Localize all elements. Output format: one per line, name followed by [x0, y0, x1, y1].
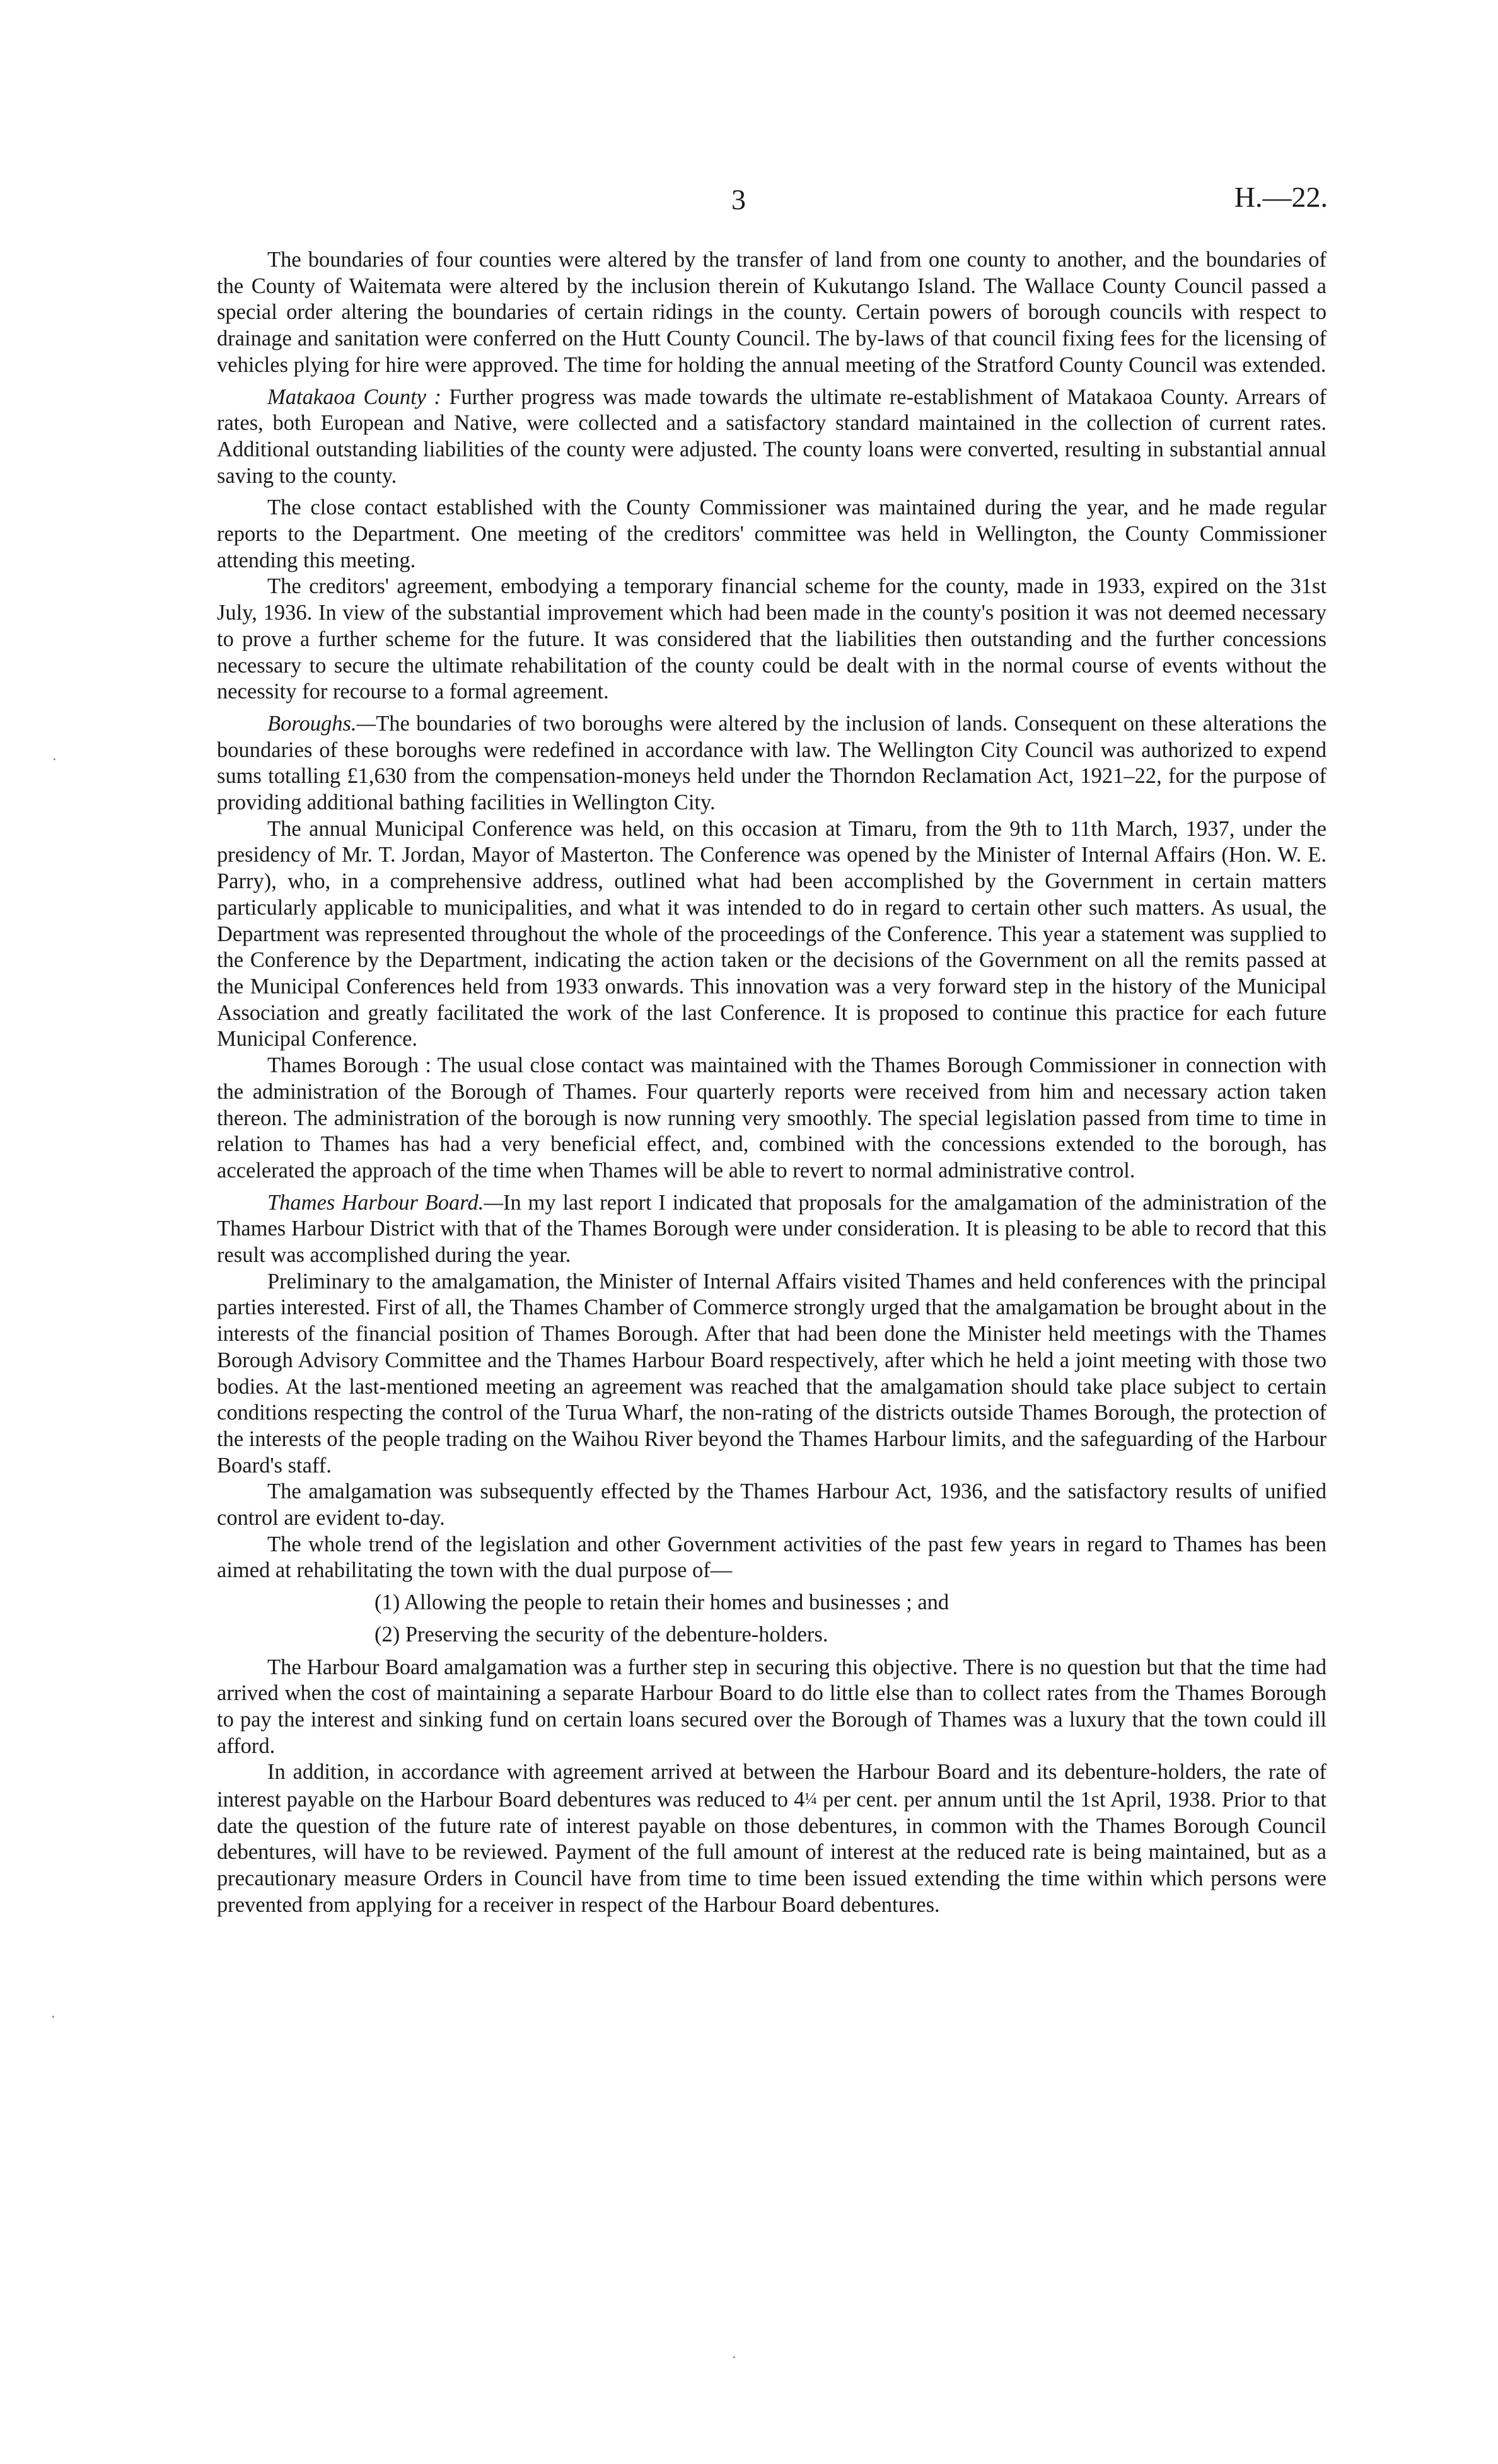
paragraph-text: The annual Municipal Conference was held, on this occasion at Timaru, from the 9th to 11th March, 1937, under the presidency of Mr. T. Jordan, Mayor of Masterton. The Conference was opened by the Minister of Internal Affairs (Hon. W. E. Parry), who, in a comprehensive address, outlined what had been accomplished by the Government in certain matters particularly applicable to municipalities, and what it was intended to do in regard to certain other such matters. As usual, the Department was represented throughout the whole of the proceedings of the Conference. This year a statement was supplied to the Conference by the Department, indicating the action taken or the decisions of the Government on all the remits passed at the Municipal Conferences held from 1933 onwards. This innovation was a very forward step in the history of the Municipal Association and greatly facilitated the work of the last Conference. It is proposed to continue this practice for each future Municipal Conference. [217, 816, 1327, 1051]
paragraph-text: Preliminary to the amalgamation, the Minister of Internal Affairs visited Thames and held conferences with the principal parties interested. First of all, the Thames Chamber of Commerce strongly urged that the amalgamation be brought about in the interests of the financial position of Thames Borough. After that had been done the Minister held meetings with the Thames Borough Advisory Committee and the Thames Harbour Board respectively, after which he held a joint meeting with those two bodies. At the last-mentioned meeting an agreement was reached that the amalgamation should take place subject to certain conditions respecting the control of the Turua Wharf, the non-rating of the districts outside Thames Borough, the protection of the interests of the people trading on the Waihou River beyond the Thames Harbour limits, and the safeguarding of the Harbour Board's staff. [217, 1269, 1327, 1478]
list-item: (1) Allowing the people to retain their homes and businesses ; and [374, 1590, 949, 1615]
paragraph-amalgamation-effected [217, 1479, 1327, 1531]
body-text [217, 247, 1327, 1924]
paragraph-debenture-interest [217, 1759, 1327, 1918]
paragraph-preliminary-amalgamation [217, 1269, 1327, 1479]
paragraph-creditors-agreement [217, 574, 1327, 705]
paragraph-text: The boundaries of four counties were altered by the transfer of land from one county to another, and the boundaries of the County of Waitemata were altered by the inclusion therein of Kukutango Island. The Wallace County Council passed a special order altering the boundaries of certain ridings in the county. Certain powers of borough councils with respect to drainage and sanitation were conferred on the Hutt County Council. The by-laws of that council fixing fees for the licensing of vehicles plying for hire were approved. The time for holding the annual meeting of the Stratford County Council was extended. [217, 248, 1327, 377]
paragraph-municipal-conference [217, 816, 1327, 1053]
paragraph-text: Further progress was made towards the ultimate re-establishment of Matakaoa County. Arrears of rates, both European and Native, were collected and a satisfactory standard maintained in the collection of current rates. Additional outstanding liabilities of the county were adjusted. The county loans were converted, resulting in substantial annual saving to the county. [217, 385, 1327, 488]
paragraph-text: The close contact established with the County Commissioner was maintained during the year, and he made regular reports to the Department. One meeting of the creditors' committee was held in Wellington, the County Commissioner attending this meeting. [217, 495, 1327, 572]
paragraph-county-commissioner [217, 495, 1327, 574]
paragraph-county-boundaries [217, 247, 1327, 379]
paragraph-text: The Harbour Board amalgamation was a further step in securing this objective. There is no question but that the time had arrived when the cost of maintaining a separate Harbour Board to do little else than to collect rates from the Thames Borough to pay the interest and sinking fund on certain loans secured over the Borough of Thames was a luxury that the town could ill afford. [217, 1655, 1327, 1758]
paragraph-text: The boundaries of two boroughs were altered by the inclusion of lands. Consequent on these alterations the boundaries of these boroughs were redefined in accordance with law. The Wellington City Council was authorized to expend sums totalling £1,630 from the compensation-moneys held under the Thorndon Reclamation Act, 1921–22, for the purpose of providing additional bathing facilities in Wellington City. [217, 711, 1327, 815]
paragraph-text: per cent. per annum until the 1st April, 1938. Prior to that date the question of the future rate of interest payable on those debentures, in common with the Thames Borough Council debentures, will have to be reviewed. Payment of the full amount of interest at the reduced rate is being maintained, but as a precautionary measure Orders in Council have from time to time been issued extending the time within which persons were prevented from applying for a receiver in respect of the Harbour Board debentures. [217, 1788, 1327, 1917]
paragraph-matakaoa-county [217, 385, 1327, 490]
fraction-quarter: ¼ [804, 1790, 817, 1808]
document-reference: H.—22. [1234, 181, 1328, 213]
paragraph-text: Thames Borough : The usual close contact was maintained with the Thames Borough Commissioner in connection with the administration of the Borough of Thames. Four quarterly reports were received from him and necessary action taken thereon. The administration of the borough is now running very smoothly. The special legislation passed from time to time in relation to Thames has had a very beneficial effect, and, combined with the concessions extended to the borough, has accelerated the approach of the time when Thames will be able to revert to normal administrative control. [217, 1053, 1327, 1183]
paragraph-thames-harbour-board [217, 1190, 1327, 1269]
paragraph-thames-borough [217, 1053, 1327, 1184]
bottom-speck: · [731, 2348, 737, 2366]
page-number: 3 [731, 183, 746, 216]
list-item: (2) Preserving the security of the debenture-holders. [374, 1622, 828, 1646]
paragraph-text: The whole trend of the legislation and other Government activities of the past few years in regard to Thames has been aimed at rehabilitating the town with the dual purpose of— [217, 1532, 1327, 1583]
margin-speck: · [50, 2008, 56, 2026]
paragraph-text: The creditors' agreement, embodying a temporary financial scheme for the county, made in 1933, expired on the 31st July, 1936. In view of the substantial improvement which had been made in the county's position it was not deemed necessary to prove a further scheme for the future. It was considered that the liabilities then outstanding and the further concessions necessary to secure the ultimate rehabilitation of the county could be dealt with in the normal course of events without the necessity for recourse to a formal agreement. [217, 574, 1327, 704]
paragraph-text: In addition, in accordance with agreement arrived at between the Harbour Board and its debenture-holders, the rate of interest payable on the Harbour Board debentures was reduced to 4 [217, 1760, 1327, 1812]
paragraph-legislation-trend [217, 1532, 1327, 1584]
margin-speck: · [52, 750, 57, 768]
paragraph-text: The amalgamation was subsequently effected by the Thames Harbour Act, 1936, and the satisfactory results of unified control are evident to-day. [217, 1479, 1327, 1530]
paragraph-boroughs [217, 711, 1327, 816]
paragraph-lead: Matakaoa County : [267, 385, 450, 409]
paragraph-lead: Boroughs.— [267, 711, 376, 736]
paragraph-harbour-board-step [217, 1655, 1327, 1760]
paragraph-text: In my last report I indicated that proposals for the amalgamation of the administration of the Thames Harbour District with that of the Thames Borough were under consideration. It is pleasing to be able to record that this result was accomplished during the year. [217, 1190, 1327, 1268]
paragraph-lead: Thames Harbour Board.— [267, 1190, 503, 1215]
